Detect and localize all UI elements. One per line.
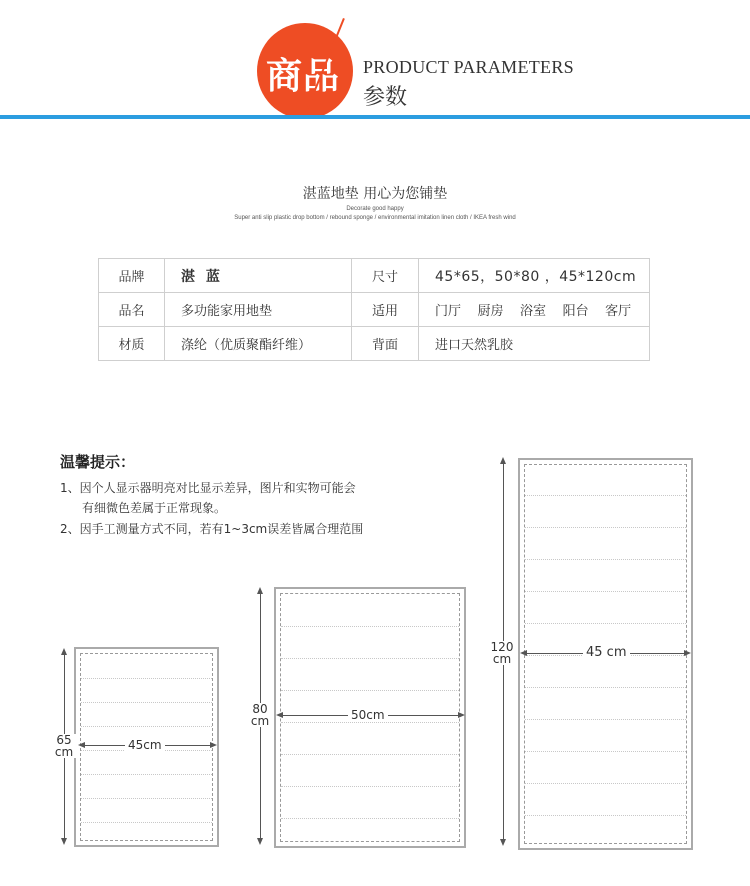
mat-small-width-label: 45cm — [125, 739, 165, 752]
arrow-down-icon — [61, 838, 67, 845]
arrow-up-icon — [500, 457, 506, 464]
param-value: 涤纶（优质聚酯纤维） — [165, 327, 352, 361]
arrow-right-icon — [210, 742, 217, 748]
mat-large-height: 120 — [490, 640, 514, 654]
mat-medium-height: 80 — [252, 702, 268, 716]
mat-medium-width-label: 50cm — [348, 709, 388, 722]
mat-small-height: 65 — [56, 733, 72, 747]
tip-line-1b: 有细微色差属于正常现象。 — [82, 501, 227, 515]
arrow-right-icon — [684, 650, 691, 656]
slogan-sub: Decorate good happy — [346, 206, 404, 212]
param-label: 材质 — [99, 327, 165, 361]
param-label: 适用 — [352, 293, 419, 327]
arrow-left-icon — [78, 742, 85, 748]
arrow-down-icon — [500, 839, 506, 846]
slogan-desc: Super anti slip plastic drop bottom / rebound sponge / environmental imitation linen cloth / IKEA fresh wind — [234, 215, 516, 221]
arrow-up-icon — [61, 648, 67, 655]
param-label: 品名 — [99, 293, 165, 327]
header-title-cn: 参数 — [363, 85, 408, 110]
table-row — [99, 293, 650, 327]
arrow-right-icon — [458, 712, 465, 718]
param-label: 品牌 — [99, 259, 165, 293]
param-value: 门厅 厨房 浴室 阳台 客厅 — [419, 293, 650, 327]
header-divider — [0, 115, 750, 119]
mat-small-height-label — [50, 734, 78, 758]
header-title-en: PRODUCT PARAMETERS — [363, 57, 574, 77]
param-value: 45*65，50*80 ，45*120cm — [419, 259, 650, 293]
param-label: 尺寸 — [352, 259, 419, 293]
param-label: 背面 — [352, 327, 419, 361]
mat-small-unit: cm — [54, 745, 74, 759]
header-badge: 商品 — [266, 55, 341, 97]
mat-medium-height-label — [246, 703, 274, 727]
tip-line-1: 1、因个人显示器明亮对比显示差异，图片和实物可能会 — [60, 481, 356, 495]
slogan-main: 湛蓝地垫 用心为您铺垫 — [302, 186, 448, 202]
mat-large-unit: cm — [492, 652, 512, 666]
param-value: 湛 蓝 — [165, 259, 352, 293]
arrow-left-icon — [520, 650, 527, 656]
table-row — [99, 259, 650, 293]
mat-medium-unit: cm — [250, 714, 270, 728]
arrow-up-icon — [257, 587, 263, 594]
table-row — [99, 327, 650, 361]
mat-large-height-label — [486, 641, 518, 665]
params-table — [98, 258, 650, 361]
tip-line-2: 2、因手工测量方式不同，若有1~3cm误差皆属合理范围 — [60, 522, 364, 536]
arrow-down-icon — [257, 838, 263, 845]
param-value: 多功能家用地垫 — [165, 293, 352, 327]
arrow-left-icon — [276, 712, 283, 718]
mat-large-width-label: 45 cm — [583, 646, 630, 659]
tips-title: 温馨提示： — [60, 453, 136, 471]
param-value: 进口天然乳胶 — [419, 327, 650, 361]
